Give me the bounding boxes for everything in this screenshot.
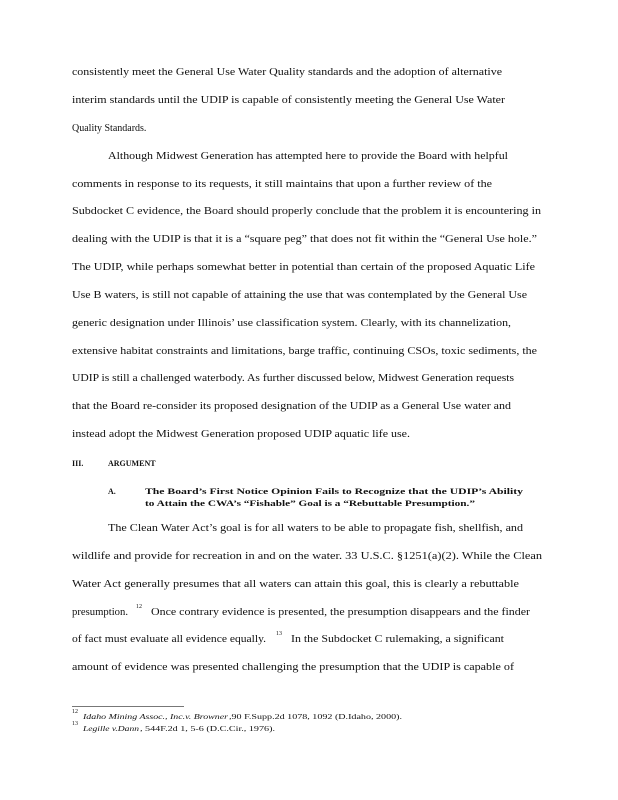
argument-line: wildlife and provide for recreation in and on the water. 33 U.S.C. §1251(a)(2). While the Clean <box>72 551 543 562</box>
footnote-number: 12 <box>72 709 78 715</box>
body-line: dealing with the UDIP is that it is a “square peg” that does not fit within the “General Use hole.” <box>72 234 537 245</box>
argument-line: amount of evidence was presented challenging the presumption that the UDIP is capable of <box>72 662 514 673</box>
argument-line: Once contrary evidence is presented, the presumption disappears and the finder <box>151 607 530 618</box>
body-line: Subdocket C evidence, the Board should properly conclude that the problem it is encountering in <box>72 206 542 217</box>
argument-line: presumption. <box>72 607 129 618</box>
body-line: that the Board re-consider its proposed designation of the UDIP as a General Use water and <box>72 401 511 412</box>
body-line: instead adopt the Midwest Generation proposed UDIP aquatic life use. <box>72 429 410 440</box>
section-number: III. <box>72 459 84 468</box>
argument-line: Water Act generally presumes that all waters can attain this goal, this is clearly a rebuttable <box>72 579 519 590</box>
subsection-letter: A. <box>108 487 116 496</box>
body-line: Quality Standards. <box>72 123 147 134</box>
body-line: extensive habitat constraints and limitations, barge traffic, continuing CSOs, toxic sediments, the <box>72 346 537 357</box>
section-title: ARGUMENT <box>108 459 156 468</box>
footnote-citation: , 544F.2d 1, 5-6 (D.C.Cir., 1976). <box>140 724 276 733</box>
footnote-number: 13 <box>72 721 78 727</box>
footnote-case-name: Legille v.Dann <box>83 724 139 733</box>
subsection-heading-line: The Board’s First Notice Opinion Fails to Recognize that the UDIP’s Ability <box>145 487 524 496</box>
body-line: comments in response to its requests, it still maintains that upon a further review of the <box>72 179 493 190</box>
footnote-ref: 13 <box>276 631 282 637</box>
footnote-case-name: Idaho Mining Assoc., Inc.v. Browner <box>83 712 229 721</box>
body-line: Although Midwest Generation has attempted here to provide the Board with helpful <box>108 151 508 162</box>
footnote-ref: 12 <box>136 604 142 610</box>
footnote-citation: ,90 F.Supp.2d 1078, 1092 (D.Idaho, 2000). <box>229 712 402 721</box>
body-line: generic designation under Illinois’ use classification system. Clearly, with its channelization, <box>72 318 512 329</box>
body-line: Use B waters, is still not capable of attaining the use that was contemplated by the General Use <box>72 290 528 301</box>
body-line: UDIP is still a challenged waterbody. As further discussed below, Midwest Generation requests <box>72 373 514 384</box>
footnote-separator <box>72 706 184 707</box>
argument-line: In the Subdocket C rulemaking, a significant <box>291 634 504 645</box>
body-line: The UDIP, while perhaps somewhat better in potential than certain of the proposed Aquatic Life <box>72 262 535 273</box>
body-line: interim standards until the UDIP is capable of consistently meeting the General Use Water <box>72 95 506 106</box>
argument-line: The Clean Water Act’s goal is for all waters to be able to propagate fish, shellfish, and <box>108 523 524 534</box>
argument-line: of fact must evaluate all evidence equally. <box>72 634 266 645</box>
body-line: consistently meet the General Use Water Quality standards and the adoption of alternative <box>72 67 503 78</box>
subsection-heading-line: to Attain the CWA’s “Fishable” Goal is a “Rebuttable Presumption.” <box>145 499 476 508</box>
